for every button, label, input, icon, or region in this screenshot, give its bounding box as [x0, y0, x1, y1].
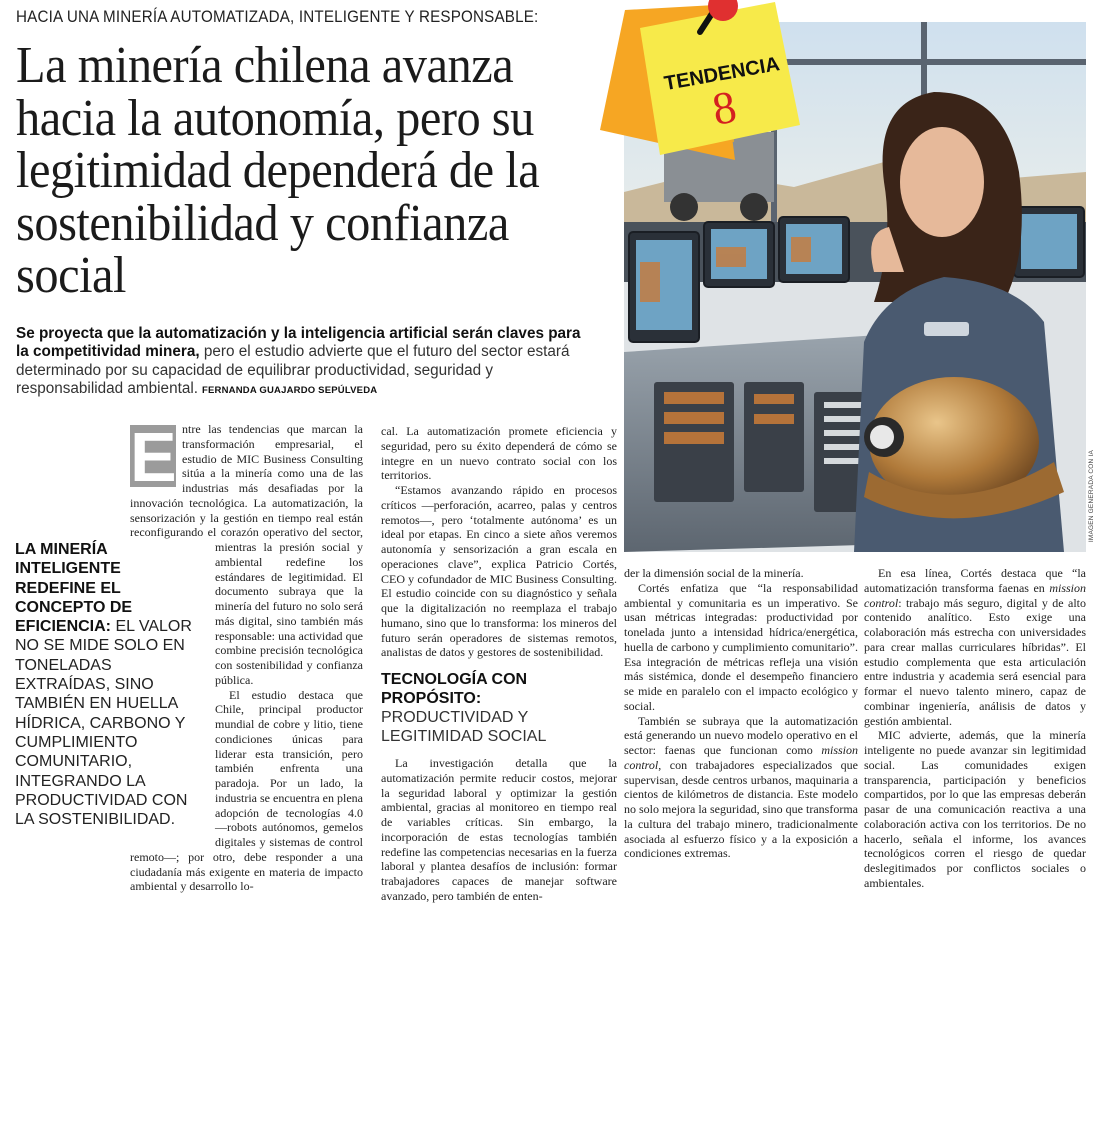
photo-credit: IMAGEN GENERADA CON IA	[1088, 450, 1095, 543]
pull-quote-text: EL VALOR NO SE MIDE SOLO EN TONELADAS EXTRAÍDAS, SINO TAMBIÉN EN HUELLA HÍDRICA, CARBONO Y CUMPLIMIENTO COMUNITARIO, INTEGRANDO LA PRODUCTIVIDAD CON LA SOSTENIBILIDAD.	[15, 618, 192, 829]
paragraph: cal. La automatización promete eficiencia y seguridad, pero su éxito dependerá de cómo se integre en un nuevo contrato social con los territorios.	[381, 424, 617, 483]
text-run: ntre las tendencias que marcan la transformación empresarial, el estudio de MIC Business Consulting sitúa a la minería como una de las industrias más desafiadas por la innovación tecnológica. La automatización, la sensorización y la gestión en tiempo real están reconfigurando el corazón operativo	[130, 422, 363, 540]
italic-term: mission control	[624, 743, 858, 772]
subheading-text: PRODUCTIVIDAD Y LEGITIMIDAD SOCIAL	[381, 709, 547, 745]
article-kicker: HACIA UNA MINERÍA AUTOMATIZADA, INTELIGENTE Y RESPONSABLE:	[16, 8, 539, 26]
column-1	[15, 418, 363, 1135]
column-1-indent	[15, 835, 130, 1135]
paragraph	[864, 566, 1086, 728]
text-run: : trabajo más seguro, digital y de alto contenido analítico. Esto exige una colaboración más estrecha con universidades para crear mallas curriculares híbridas”. El estudio complementa que esta articulación entre industria y academia será esencial para formar el nuevo talento minero, capaz de combinar ingeniería, análisis de datos y gestión ambiental.	[864, 595, 1086, 728]
paragraph: La investigación detalla que la automatización permite reducir costos, mejorar la seguridad laboral y optimizar la gestión ambiental, gracias al monitoreo en tiempo real de variables críticas. Sin embargo, la incorporación de estas tecnologías también redefine las competencias necesarias en la fuerza laboral y plantea desafíos de inclusión: formar trabajadores capaces de manejar software avanzado, pero también de enten-	[381, 756, 617, 903]
paragraph: MIC advierte, además, que la minería inteligente no puede avanzar sin legitimidad social. Las comunidades exigen transparencia, participación y beneficios compartidos, por lo que las empresas deberán pasar de una comunicación reactiva a una colaboración activa con los territorios. De no hacerlo, señala el informe, los avances tecnológicos corren el riesgo de quedar deslegitimados por conflictos sociales o ambientales.	[864, 728, 1086, 890]
paragraph: der la dimensión social de la minería.	[624, 566, 804, 580]
article-headline: La minería chilena avanza hacia la autonomía, pero su legitimidad dependerá de la sostenibilidad y confianza social	[16, 37, 540, 304]
text-run: También se subraya que la automatización está generando un nuevo modelo operativo en el sector: faenas que funcionan como	[624, 713, 858, 757]
column-1-indent	[15, 422, 130, 540]
sticky-number: 8	[708, 80, 741, 135]
trend-sticky-note	[595, 0, 810, 170]
text-run: un lado, la industria se encuentra en plena adopción de tecnologías 4.0 —robots autónomos, gemelos digitales y sistemas de control remoto—; por otro, debe responder a una ciudadanía más exigente en materia de impacto ambiental y desarrollo lo-	[130, 776, 363, 894]
sticky-label: TENDENCIA	[662, 53, 782, 96]
paragraph: “Estamos avanzando rápido en procesos críticos —perforación, acarreo, palas y centros remotos—, pero ‘totalmente autónoma’ es un ideal por etapas. En cinco a siete años veremos autonomía y sensorización a gran escala en operaciones clave”, explica Patricio Cortés, CEO y cofundador de MIC Business Consulting. El estudio coincide con su diagnóstico y señala que la digitalización no reemplaza el trabajo humano, sino que lo transforma: los mineros del futuro serán operadores de sistemas remotos, analistas de datos y gestores de sostenibilidad.	[381, 483, 617, 660]
article-header	[16, 7, 626, 401]
article-deck	[16, 325, 586, 401]
paragraph: Cortés enfatiza que “la responsabilidad ambiental y comunitaria es un imperativo. Se usan métricas integradas: productividad por tonelada junto a intensidad hídrica/energética, huella de carbono y cumplimiento comunitario”. Esa integración de métricas refleja una visión más sistémica, donde el desempeño financiero se mide en paralelo con el impacto ecológico y social.	[624, 580, 858, 713]
italic-term: mission control	[864, 580, 1086, 610]
deck-text: pero el estudio advierte que el futuro del sector estará determinado por su capacidad de equilibrar productividad, seguridad y responsabilidad ambiental.	[16, 343, 570, 398]
column-4	[864, 566, 1086, 891]
subheading-bold: TECNOLOGÍA CON PROPÓSITO:	[381, 671, 528, 707]
deck-bold: Se proyecta que la automatización y la inteligencia artificial serán claves para la competitividad minera,	[16, 324, 581, 361]
text-run: , con trabajadores especializados que supervisan, desde centros urbanos, maquinaria a cientos de kilómetros de distancia. Este modelo no solo mejora la seguridad, sino que transforma la cultura del trabajo minero, tradicionalmente asociada al esfuerzo físico y a la exposición a condiciones extremas.	[624, 757, 858, 861]
pull-quote	[15, 540, 215, 829]
column-3	[624, 566, 858, 861]
column-2	[381, 424, 617, 904]
byline: FERNANDA GUAJARDO SEPÚLVEDA	[201, 385, 378, 397]
pull-quote-bold: LA MINERÍA INTELIGENTE REDEFINE EL CONCEPTO DE EFICIENCIA:	[15, 541, 133, 636]
text-run: del sector, mientras la presión social y ambiental redefine los estándares de legitimidad. El documento subraya que la minería del futuro no solo será más digital, sino también más responsable: una actividad que combine precisión tecnológica con sostenibilidad y confianza pública.	[215, 525, 363, 687]
paragraph	[624, 714, 858, 862]
drop-cap: E	[130, 418, 177, 496]
text-run: En esa línea, Cortés destaca que “la automatización transforma faenas en	[864, 566, 1086, 595]
text-run: El estudio destaca que Chile, principal productor mundial de cobre y litio, tiene condiciones únicas para liderar esta transición, pero también enfrenta una paradoja. Por	[215, 687, 363, 790]
subheading	[381, 670, 617, 746]
sticky-note-graphic	[595, 0, 810, 170]
